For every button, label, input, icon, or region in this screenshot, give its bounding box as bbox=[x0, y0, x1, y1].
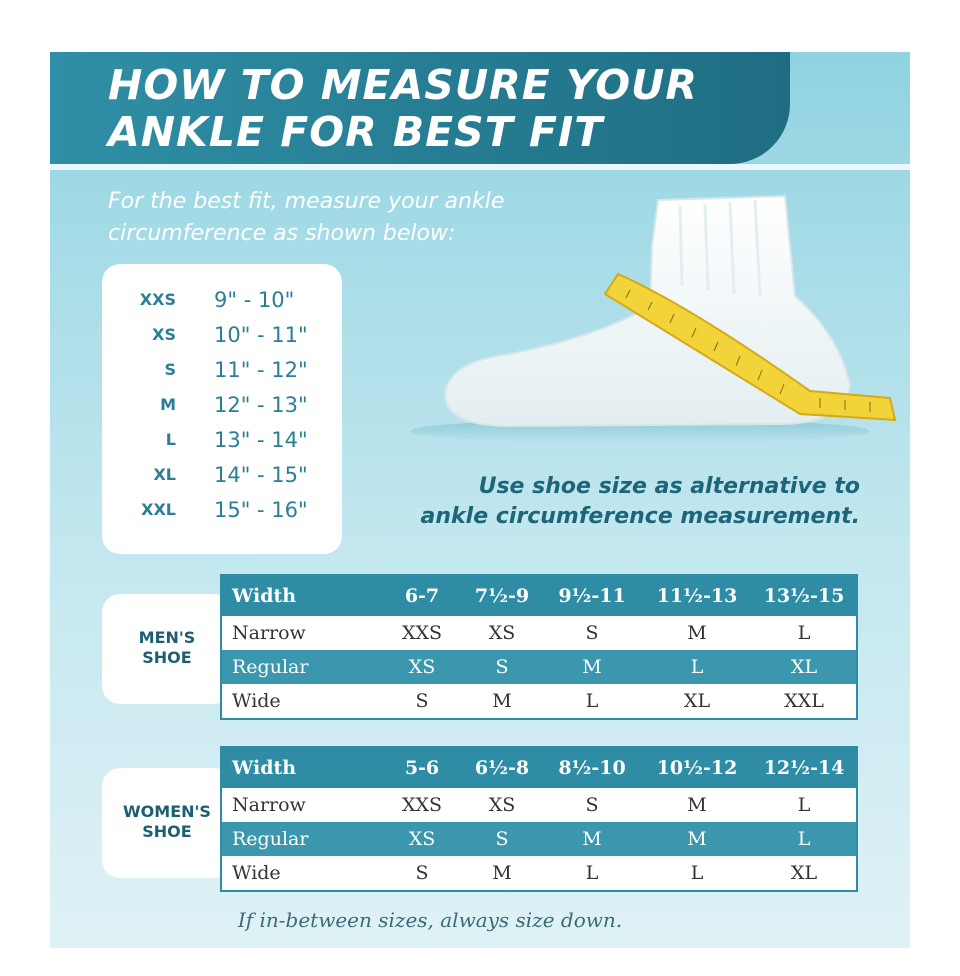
width-label: Narrow bbox=[232, 622, 306, 644]
size-cell: L bbox=[797, 828, 811, 850]
table-header-row bbox=[222, 748, 856, 788]
size-cell: XS bbox=[488, 794, 516, 816]
womens-size-table bbox=[220, 746, 858, 892]
table-row bbox=[222, 684, 856, 718]
column-header: Width bbox=[232, 585, 297, 607]
size-cell: XS bbox=[408, 828, 436, 850]
size-range: 13" - 14" bbox=[214, 428, 308, 452]
table-row bbox=[222, 650, 856, 684]
size-code: S bbox=[164, 360, 176, 379]
size-range: 9" - 10" bbox=[214, 288, 295, 312]
table-row bbox=[222, 856, 856, 890]
width-label: Wide bbox=[232, 690, 281, 712]
size-cell: L bbox=[797, 622, 811, 644]
size-cell: L bbox=[690, 656, 704, 678]
size-row bbox=[102, 319, 342, 351]
footer-note: If in-between sizes, always size down. bbox=[237, 908, 623, 932]
size-cell: S bbox=[415, 862, 429, 884]
size-row bbox=[102, 459, 342, 491]
size-row bbox=[102, 424, 342, 456]
size-cell: XL bbox=[790, 862, 818, 884]
size-row bbox=[102, 354, 342, 386]
size-cell: XXS bbox=[401, 794, 443, 816]
width-label: Regular bbox=[232, 828, 309, 850]
mens-shoe-label: MEN'S SHOE bbox=[138, 628, 196, 667]
size-cell: M bbox=[582, 828, 602, 850]
column-header: 8½-10 bbox=[558, 757, 626, 779]
column-header: 11½-13 bbox=[656, 585, 738, 607]
mens-size-table bbox=[220, 574, 858, 720]
column-header: 12½-14 bbox=[763, 757, 845, 779]
intro-text: For the best fit, measure your ankle circumference as shown below: bbox=[108, 189, 505, 246]
size-code: XL bbox=[153, 465, 176, 484]
page-title: HOW TO MEASURE YOUR ANKLE FOR BEST FIT bbox=[108, 61, 698, 156]
size-cell: XS bbox=[488, 622, 516, 644]
size-code: L bbox=[165, 430, 176, 449]
width-label: Regular bbox=[232, 656, 309, 678]
size-row bbox=[102, 389, 342, 421]
size-code: XXS bbox=[139, 290, 176, 309]
size-cell: S bbox=[495, 656, 509, 678]
table-row bbox=[222, 616, 856, 650]
size-guide-panel bbox=[50, 52, 910, 948]
size-range: 10" - 11" bbox=[214, 323, 308, 347]
size-code: XXL bbox=[141, 500, 176, 519]
alternative-note: Use shoe size as alternative to ankle circumference measurement. bbox=[420, 474, 860, 529]
column-header: 7½-9 bbox=[474, 585, 530, 607]
size-cell: S bbox=[415, 690, 429, 712]
table-row bbox=[222, 788, 856, 822]
size-cell: XS bbox=[408, 656, 436, 678]
size-code: M bbox=[160, 395, 176, 414]
size-cell: XL bbox=[683, 690, 711, 712]
column-header: 9½-11 bbox=[558, 585, 626, 607]
size-cell: M bbox=[492, 862, 512, 884]
foot-measure-illustration bbox=[390, 186, 910, 446]
size-cell: M bbox=[687, 828, 707, 850]
mens-label-card bbox=[102, 594, 232, 704]
width-label: Wide bbox=[232, 862, 281, 884]
size-cell: L bbox=[585, 690, 599, 712]
size-cell: M bbox=[687, 794, 707, 816]
column-header: 6-7 bbox=[404, 585, 440, 607]
size-range: 15" - 16" bbox=[214, 498, 308, 522]
size-cell: M bbox=[687, 622, 707, 644]
womens-label-card bbox=[102, 768, 232, 878]
size-cell: S bbox=[585, 794, 599, 816]
size-range: 11" - 12" bbox=[214, 358, 308, 382]
size-row bbox=[102, 494, 342, 526]
size-cell: L bbox=[797, 794, 811, 816]
size-cell: XXL bbox=[784, 690, 824, 712]
size-row bbox=[102, 284, 342, 316]
size-cell: M bbox=[492, 690, 512, 712]
size-cell: L bbox=[585, 862, 599, 884]
table-row bbox=[222, 822, 856, 856]
column-header: 13½-15 bbox=[763, 585, 845, 607]
column-header: 10½-12 bbox=[656, 757, 738, 779]
column-header: Width bbox=[232, 757, 297, 779]
size-cell: L bbox=[690, 862, 704, 884]
width-label: Narrow bbox=[232, 794, 306, 816]
size-cell: XL bbox=[790, 656, 818, 678]
size-cell: XXS bbox=[401, 622, 443, 644]
womens-shoe-label: WOMEN'S SHOE bbox=[123, 802, 211, 841]
size-range: 12" - 13" bbox=[214, 393, 308, 417]
size-cell: S bbox=[585, 622, 599, 644]
column-header: 6½-8 bbox=[474, 757, 530, 779]
size-cell: S bbox=[495, 828, 509, 850]
size-range: 14" - 15" bbox=[214, 463, 308, 487]
size-code: XS bbox=[152, 325, 176, 344]
header-divider bbox=[50, 164, 910, 170]
column-header: 5-6 bbox=[404, 757, 440, 779]
ankle-size-card bbox=[102, 264, 342, 554]
size-cell: M bbox=[582, 656, 602, 678]
table-header-row bbox=[222, 576, 856, 616]
